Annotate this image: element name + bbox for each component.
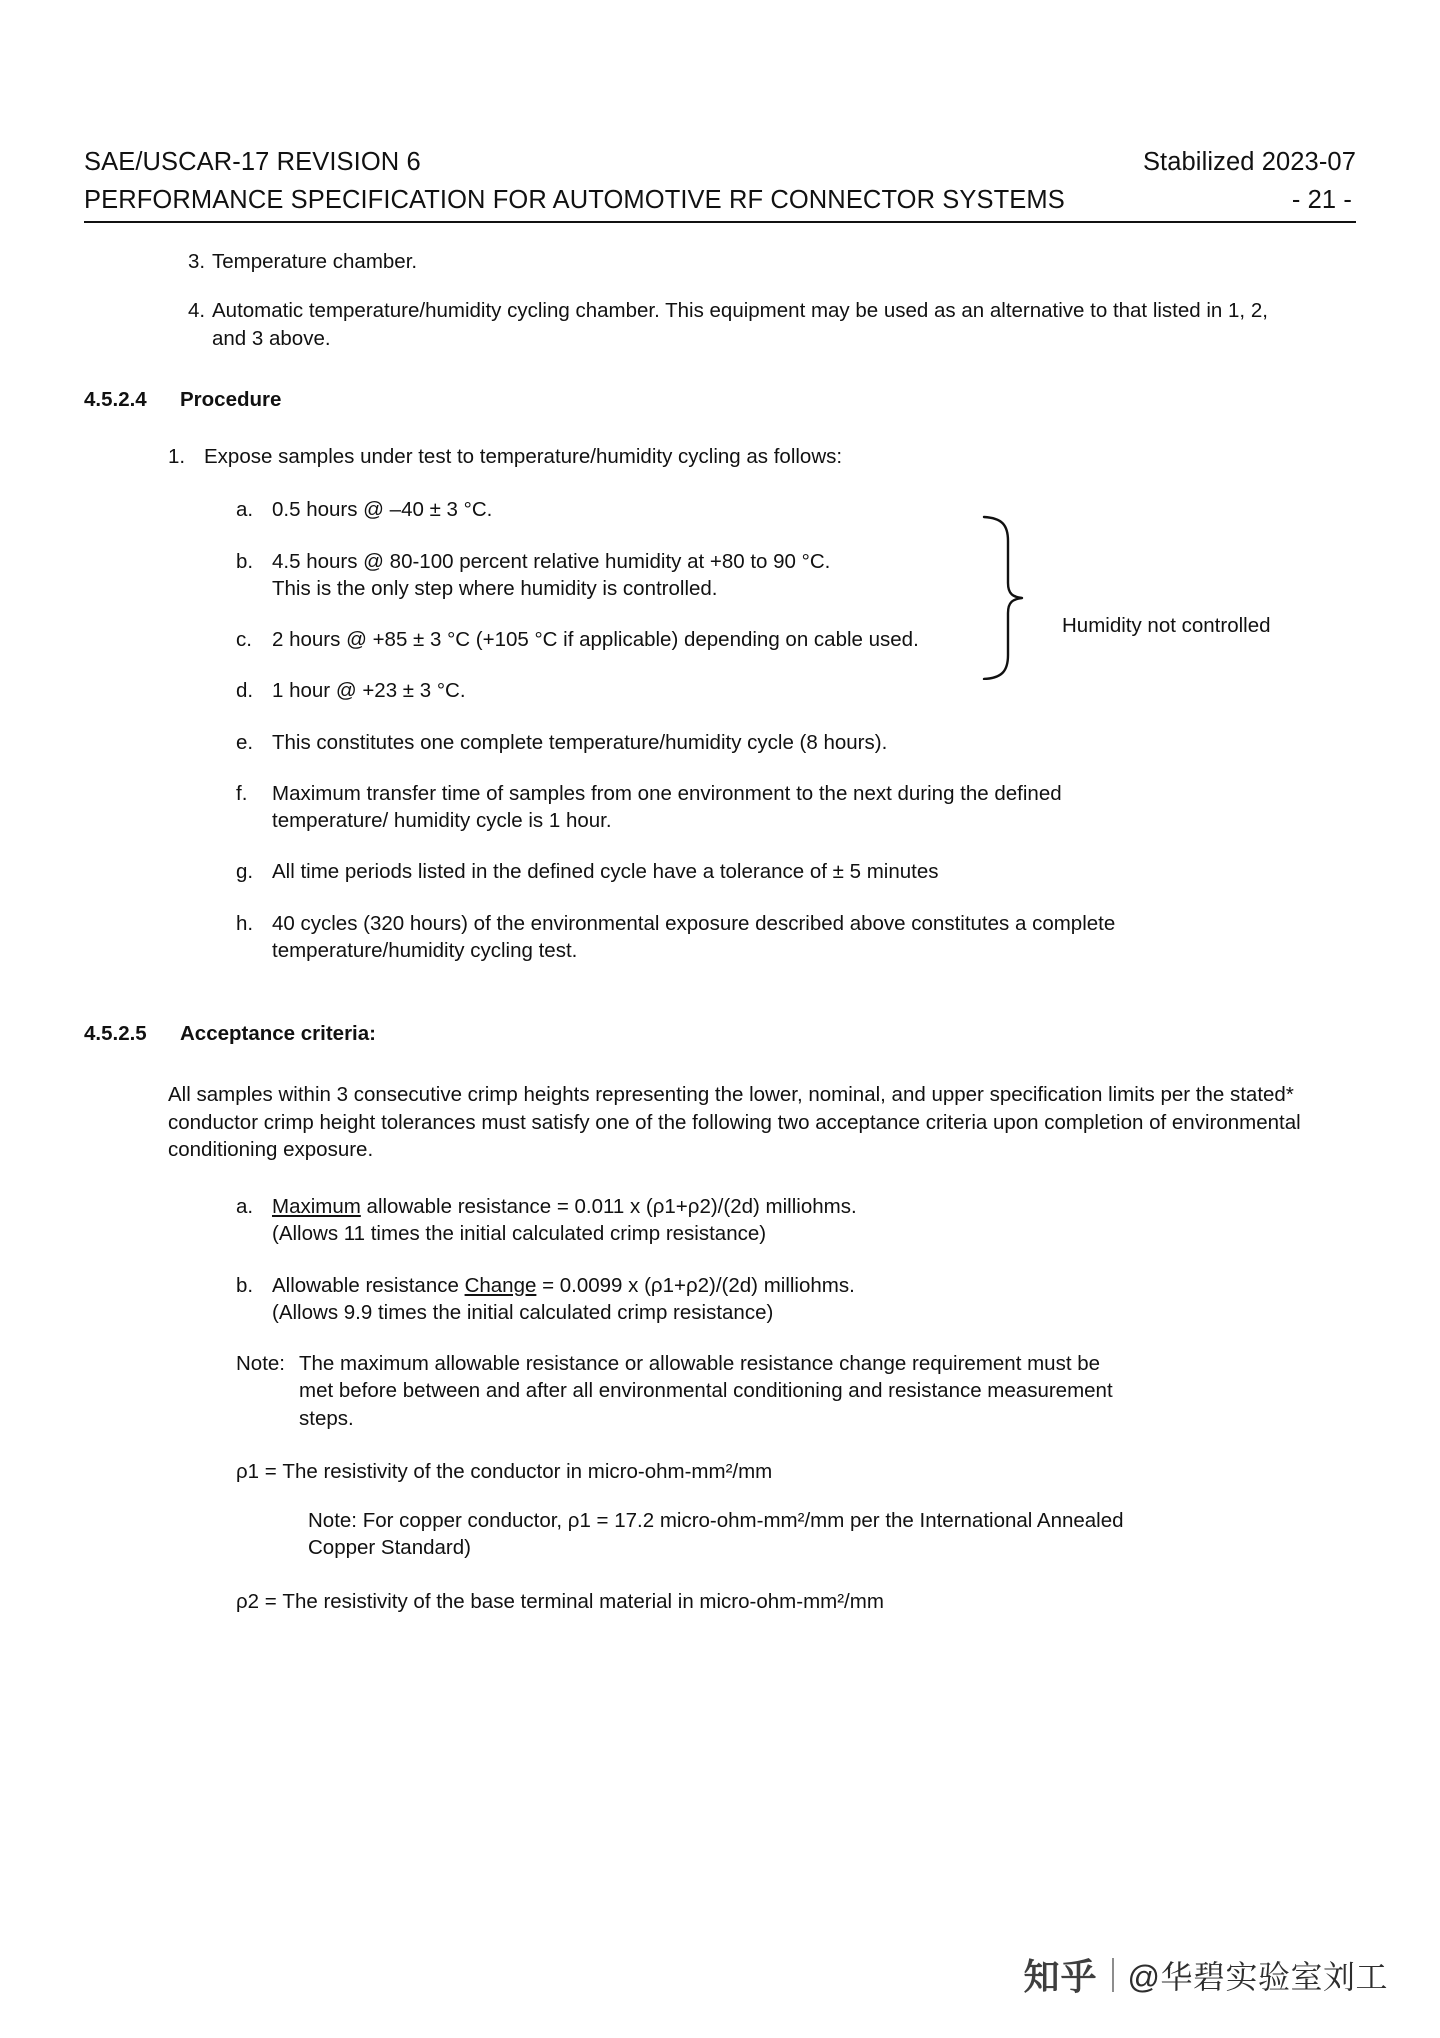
substep-body [272,780,1374,835]
substep-body [272,729,1374,756]
procedure-substep [236,677,1374,704]
equipment-item-number: 4. [188,299,206,323]
section-title: Acceptance criteria: [180,1022,376,1045]
criterion-line-2: (Allows 9.9 times the initial calculated crimp resistance) [272,1300,774,1324]
watermark-divider [1112,1958,1114,1992]
substep-line-1: All time periods listed in the defined cycle have a tolerance of ± 5 minutes [272,860,939,884]
header-row-top [84,148,1356,177]
criterion-emphasis: Maximum [272,1195,361,1218]
equipment-item [188,248,1374,275]
substep-marker: b. [236,549,254,573]
substep-marker: d. [236,679,254,703]
page-header [84,148,1356,223]
criterion-line-1-rest: allowable resistance = 0.011 x (ρ1+ρ2)/(2d) milliohms. [360,1195,857,1218]
criterion-marker: b. [236,1273,254,1297]
note-text: The maximum allowable resistance or allowable resistance change requirement must be met before between and after all environmental conditioning and resistance measurement steps. [299,1352,1113,1430]
substep-line-1: 0.5 hours @ –40 ± 3 °C. [272,498,493,522]
equipment-item-number: 3. [188,250,206,273]
page-number: - 21 - [1291,186,1352,214]
substep-line-1: Maximum transfer time of samples from one environment to the next during the defined [272,781,1062,805]
section-heading-acceptance [84,1020,1374,1047]
substep-body [272,858,1374,885]
acceptance-intro: All samples within 3 consecutive crimp heights representing the lower, nominal, and upper specification limits per the stated* conductor crimp height tolerances must satisfy one of the following two acceptance criteria upon completion of environmental conditioning exposure. [168,1083,1301,1161]
equipment-item-text: Temperature chamber. [212,250,418,273]
procedure-substep [236,910,1374,965]
substep-line-2: temperature/ humidity cycle is 1 hour. [272,809,612,832]
procedure-step-number: 1. [168,445,186,468]
header-row-title [84,186,1356,223]
substep-body [272,496,1374,523]
rho1-note: Note: For copper conductor, ρ1 = 17.2 micro-ohm-mm²/mm per the International Annealed Copper Standard) [308,1509,1124,1560]
document-id: SAE/USCAR-17 REVISION 6 [84,148,421,176]
section-number: 4.5.2.5 [84,1022,147,1045]
criterion-body [272,1193,1374,1248]
note-label: Note: [236,1352,285,1375]
acceptance-note [236,1350,1374,1432]
criterion-line-2: (Allows 11 times the initial calculated crimp resistance) [272,1222,767,1246]
substep-marker: e. [236,730,254,754]
substep-marker: h. [236,911,254,935]
substep-line-1: 1 hour @ +23 ± 3 °C. [272,679,466,703]
procedure-substep [236,548,1374,603]
criterion-line-1 [272,1274,855,1297]
substep-marker: c. [236,628,252,651]
substep-body [272,677,1374,704]
rho2-definition: ρ2 = The resistivity of the base terminal material in micro-ohm-mm²/mm [236,1589,884,1613]
procedure-substep [236,496,1374,523]
watermark [1023,1949,1388,2000]
rho1-definition: ρ1 = The resistivity of the conductor in micro-ohm-mm²/mm [236,1459,773,1483]
page-content [84,248,1374,1637]
substep-body [272,548,1374,603]
section-heading-procedure [84,386,1374,413]
procedure-substep [236,729,1374,756]
criterion-line-1-rest: = 0.0099 x (ρ1+ρ2)/(2d) milliohms. [536,1273,855,1297]
procedure-substep [236,858,1374,885]
substep-line-1: 40 cycles (320 hours) of the environmental exposure described above constitutes a complete [272,911,1116,935]
criterion-line-1 [272,1195,857,1218]
substep-marker: f. [236,781,248,805]
section-number: 4.5.2.4 [84,387,147,411]
substep-line-2: temperature/humidity cycling test. [272,938,578,962]
document-status: Stabilized 2023-07 [1142,148,1356,176]
equipment-item-text: Automatic temperature/humidity cycling chamber. This equipment may be used as an alternative to that listed in 1, 2, and 3 above. [212,299,1268,350]
substep-body [272,910,1374,965]
document-title: PERFORMANCE SPECIFICATION FOR AUTOMOTIVE RF CONNECTOR SYSTEMS [84,186,1065,214]
procedure-substep [236,780,1374,835]
substep-line-1: 4.5 hours @ 80-100 percent relative humidity at +80 to 90 °C. [272,549,831,573]
procedure-step-1 [168,443,1374,470]
zhihu-logo: 知乎 [1023,1956,1098,1997]
substep-line-1: 2 hours @ +85 ± 3 °C (+105 °C if applicable) depending on cable used. [272,628,919,651]
substep-line-1: This constitutes one complete temperature/humidity cycle (8 hours). [272,730,888,754]
acceptance-criterion [236,1193,1374,1248]
procedure-step-text: Expose samples under test to temperature/humidity cycling as follows: [204,445,843,468]
brace-annotation-label: Humidity not controlled [1062,614,1271,637]
criterion-marker: a. [236,1195,254,1218]
procedure-substeps [236,496,1374,964]
substep-marker: a. [236,498,254,522]
acceptance-criterion [236,1272,1374,1327]
acceptance-criteria-list [236,1193,1374,1326]
section-title: Procedure [180,387,282,411]
criterion-body [272,1272,1374,1327]
criterion-emphasis: Change [464,1273,537,1297]
substep-line-2: This is the only step where humidity is controlled. [272,576,718,600]
criterion-line-1-pre: Allowable resistance [272,1273,465,1297]
equipment-item [188,297,1374,352]
substep-marker: g. [236,860,254,884]
watermark-handle: @华碧实验室刘工 [1127,1958,1388,1995]
